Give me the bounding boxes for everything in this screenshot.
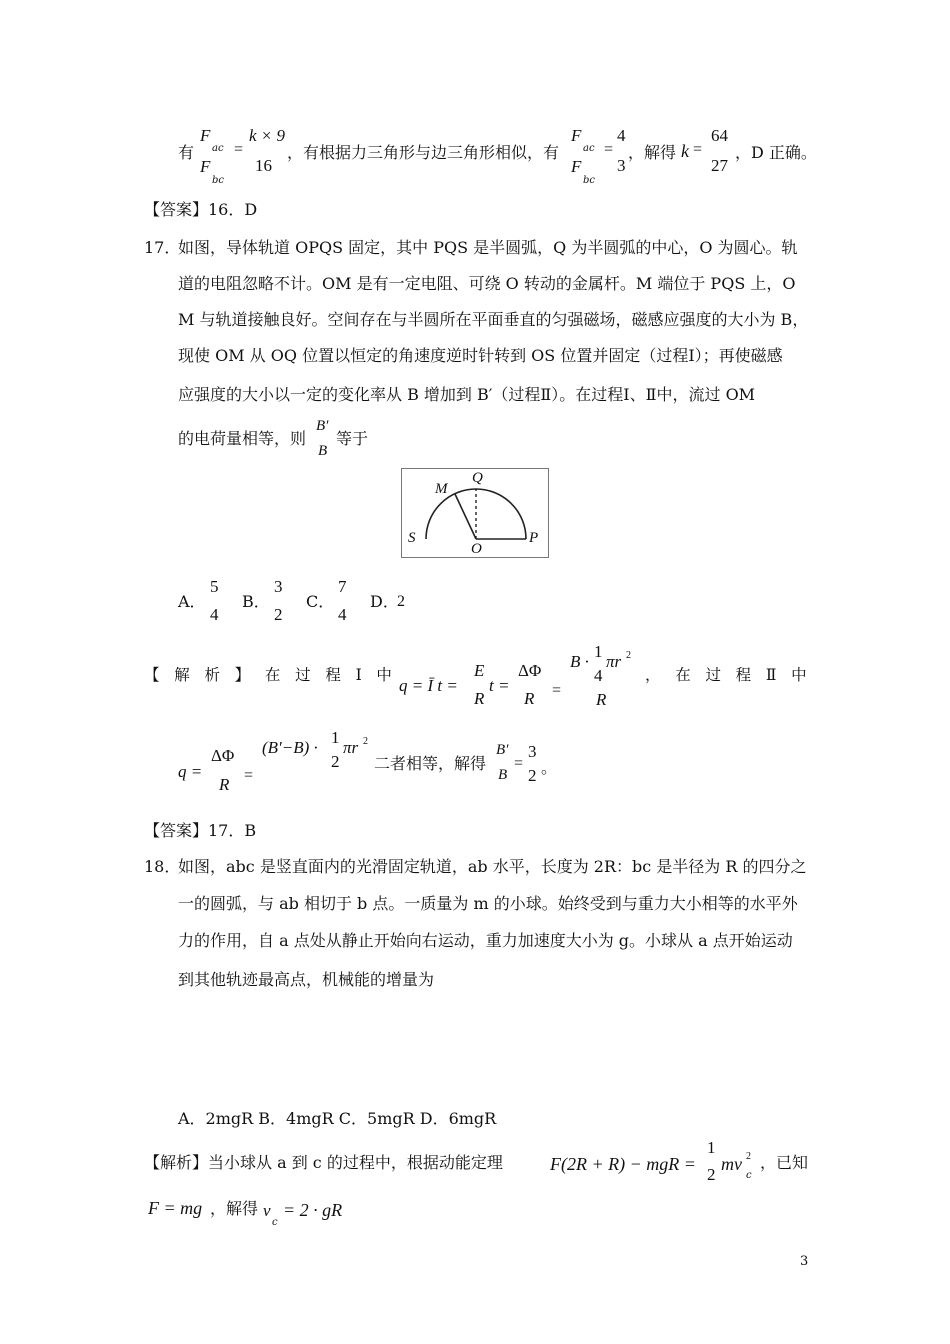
option-a-label[interactable]: A． bbox=[178, 592, 206, 611]
eq2-r: R bbox=[219, 775, 230, 794]
eq2-two: 2 bbox=[331, 752, 340, 771]
f-bc-2: F bbox=[571, 157, 582, 176]
q17-ratio-den: B bbox=[318, 443, 328, 459]
eq2-lhs: q = bbox=[178, 762, 203, 781]
equals-3: = bbox=[693, 141, 703, 158]
text-you: 有 bbox=[178, 143, 195, 162]
eq2-equals: = bbox=[244, 767, 254, 784]
eq1-four: 4 bbox=[594, 666, 603, 685]
q18-v-c: c bbox=[272, 1217, 278, 1228]
q18-v-rhs: = 2 · gR bbox=[283, 1200, 343, 1220]
sub-bc-2: bc bbox=[583, 175, 596, 186]
answer-16: 【答案】16．D bbox=[144, 200, 258, 219]
label-m: M bbox=[435, 481, 448, 497]
q17-jiexi-tail: 二者相等，解得 bbox=[374, 754, 487, 773]
eq1-dphi-r: R bbox=[524, 689, 535, 708]
q18-line-2: 一的圆弧，与 ab 相切于 b 点。一质量为 m 的小球。始终受到与重力大小相等的水平外 bbox=[178, 894, 798, 913]
eq1-den-r: R bbox=[596, 690, 607, 709]
q18-f-mg: F = mg bbox=[148, 1198, 203, 1218]
label-s: S bbox=[408, 530, 416, 546]
q17-line-1: 如图，导体轨道 OPQS 固定，其中 PQS 是半圆弧，Q 为半圆弧的中心，O 为圆心。轨 bbox=[178, 238, 798, 257]
option-b-num: 3 bbox=[274, 577, 283, 596]
twenty-seven: 27 bbox=[711, 156, 728, 175]
f-bc: F bbox=[200, 157, 211, 176]
res-three: 3 bbox=[528, 742, 537, 761]
res-two: 2 bbox=[528, 766, 537, 785]
page-number: 3 bbox=[800, 1254, 809, 1269]
q17-line-6a: 的电荷量相等，则 bbox=[178, 429, 307, 448]
eq1-e: E bbox=[474, 661, 485, 680]
eq1-t: t = bbox=[489, 676, 510, 695]
label-p: P bbox=[529, 530, 539, 546]
eq1-one: 1 bbox=[594, 642, 603, 661]
option-d-value: 2 bbox=[397, 593, 405, 610]
q18-mv-c: c bbox=[746, 1170, 752, 1181]
q18-options[interactable]: A．2mgR B．4mgR C．5mgR D．6mgR bbox=[178, 1109, 497, 1128]
sixty-four: 64 bbox=[711, 126, 728, 145]
sub-ac: ac bbox=[212, 143, 224, 154]
q17-number: 17． bbox=[144, 238, 181, 257]
q17-line-6b: 等于 bbox=[336, 429, 369, 448]
jiede-text: ，解得 bbox=[628, 143, 677, 162]
f-ac: F bbox=[200, 126, 211, 145]
eq1-equals: = bbox=[552, 682, 562, 699]
q18-eq-lhs: F(2R + R) − mgR = bbox=[550, 1154, 696, 1174]
q18-mv: mv bbox=[721, 1154, 742, 1174]
tail-text: ，D 正确。 bbox=[735, 143, 817, 162]
q18-half-den: 2 bbox=[707, 1165, 716, 1184]
option-b-den: 2 bbox=[274, 605, 283, 624]
q18-mv-sq: 2 bbox=[746, 1151, 751, 1162]
eq1-pir: πr bbox=[606, 652, 622, 671]
option-c-label[interactable]: C． bbox=[306, 592, 335, 611]
three: 3 bbox=[617, 156, 626, 175]
k-times-9: k × 9 bbox=[249, 126, 286, 145]
eq1-dphi: ΔΦ bbox=[518, 661, 542, 680]
option-c-num: 7 bbox=[338, 577, 347, 596]
res-equals: = bbox=[514, 755, 524, 772]
sub-ac-2: ac bbox=[583, 143, 595, 154]
q17-jiexi-head: 【解析】在过程Ⅰ中 bbox=[144, 666, 407, 684]
q18-line-3: 力的作用，自 a 点处从静止开始向右运动，重力加速度大小为 g。小球从 a 点开始运动 bbox=[178, 931, 793, 950]
eq2-one: 1 bbox=[331, 728, 340, 747]
q18-v: v bbox=[263, 1201, 271, 1220]
q17-line-3: M 与轨道接触良好。空间存在与半圆所在平面垂直的匀强磁场，磁感应强度的大小为 B， bbox=[178, 310, 809, 329]
f-ac-2: F bbox=[571, 126, 582, 145]
eq2-pir: πr bbox=[343, 738, 359, 757]
res-den: B bbox=[498, 767, 508, 783]
label-q: Q bbox=[472, 470, 483, 486]
middle-text: ，有根据力三角形与边三角形相似，有 bbox=[287, 143, 560, 162]
equals: = bbox=[234, 141, 244, 158]
option-d-label[interactable]: D． bbox=[370, 592, 399, 611]
q17-line-2: 道的电阻忽略不计。OM 是有一定电阻、可绕 O 转动的金属杆。M 端位于 PQS 上，O bbox=[178, 274, 796, 293]
equals-2: = bbox=[604, 141, 614, 158]
eq1-r: R bbox=[474, 689, 485, 708]
q18-jiede: ，解得 bbox=[210, 1199, 259, 1218]
option-a-den: 4 bbox=[210, 605, 219, 624]
res-num: B′ bbox=[496, 742, 509, 758]
label-o: O bbox=[471, 541, 482, 557]
q18-known: ，已知 bbox=[760, 1153, 809, 1172]
eq1-b: B · bbox=[570, 652, 589, 671]
sixteen: 16 bbox=[255, 156, 272, 175]
k-var: k bbox=[681, 141, 689, 161]
semicircle-figure bbox=[401, 468, 549, 558]
rod-om bbox=[455, 494, 476, 539]
answer-17: 【答案】17．B bbox=[144, 821, 257, 840]
q17-jiexi-mid: ，在过程Ⅱ中 bbox=[645, 666, 822, 684]
eq1-sq: 2 bbox=[626, 650, 631, 661]
option-a-num: 5 bbox=[210, 577, 219, 596]
q17-line-4: 现使 OM 从 OQ 位置以恒定的角速度逆时针转到 OS 位置并固定（过程Ⅰ）；再使磁感 bbox=[178, 346, 783, 365]
q17-ratio-num: B′ bbox=[316, 418, 329, 434]
eq1-lhs: q = Ī t = bbox=[399, 676, 458, 695]
q18-jiexi-1: 【解析】当小球从 a 到 c 的过程中，根据动能定理 bbox=[144, 1153, 503, 1172]
option-c-den: 4 bbox=[338, 605, 347, 624]
eq2-dphi: ΔΦ bbox=[211, 746, 235, 765]
q18-line-1: 如图，abc 是竖直面内的光滑固定轨道，ab 水平，长度为 2R：bc 是半径为 R 的四分之 bbox=[178, 857, 807, 876]
res-period: 。 bbox=[541, 758, 558, 777]
four: 4 bbox=[617, 126, 626, 145]
option-b-label[interactable]: B． bbox=[242, 592, 270, 611]
q18-number: 18． bbox=[144, 857, 181, 876]
q18-line-4: 到其他轨迹最高点，机械能的增量为 bbox=[178, 970, 435, 989]
sub-bc: bc bbox=[212, 175, 225, 186]
eq2-bdiff: (B′−B) · bbox=[262, 738, 318, 757]
eq2-sq: 2 bbox=[363, 736, 368, 747]
q18-half-num: 1 bbox=[707, 1138, 716, 1157]
q17-line-5: 应强度的大小以一定的变化率从 B 增加到 B′（过程Ⅱ）。在过程Ⅰ、Ⅱ中，流过 OM bbox=[178, 385, 756, 404]
